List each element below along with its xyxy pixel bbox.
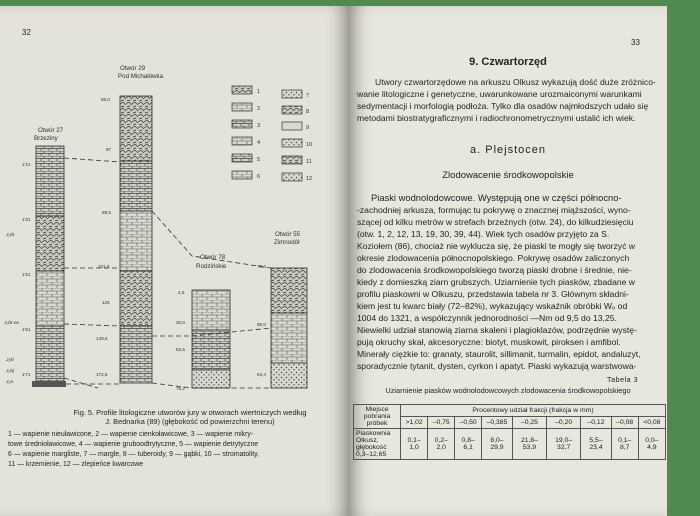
depth-mark: 4,5 [178, 290, 185, 295]
table-cell: 8,0–29,9 [482, 429, 513, 460]
table-column-header: –0,385 [482, 417, 513, 429]
table-cell-place: Piaskownia Olkusz, głębokość 0,3–12,65 [354, 429, 401, 460]
table-cell: 0,1–1,0 [401, 429, 428, 460]
well-27-place: Brzeziny [34, 135, 58, 142]
body-line: sporadycznie tytanit, dysten, cyrkon i apatyt. Piaski wykazują warstwowa- [357, 361, 637, 371]
legend-number: 4 [257, 140, 261, 146]
figure-caption-title: J. Bednarka (89) (głębokość od powierzchni terenu) [105, 417, 275, 426]
body-line: (otw. 1, 2, 12, 13, 19, 30, 39, 44). Wiek tych osadów przyjęto za S. [357, 229, 610, 239]
depth-mark: 1'21 [22, 162, 31, 167]
intro-line: Utwory czwartorzędowe na arkuszu Olkusz wykazują dość duże zróżnico- [375, 77, 656, 87]
legend-swatches [232, 86, 302, 181]
body-line: Minerały ciężkie to: granaty, staurolit, sillimanit, turmalin, epidot, andaluzyt, [357, 349, 641, 359]
figure-caption-legend: towe średnioławicowe, 4 — wapienie gruboodtrytyczne, 5 — wapienie detrytyczne [8, 441, 259, 448]
table-group-header: Procentowy udział frakcji (frakcja w mm) [401, 405, 666, 417]
well-55-column [271, 268, 307, 388]
legend-number: 1 [257, 89, 261, 95]
body-line: Piaski wodnolodowcowe. Występują one w części północno- [371, 192, 622, 203]
table-column-header: <0,08 [638, 417, 665, 429]
depth-mark: 52,5 [176, 347, 185, 352]
table-cell: 0,8–6,1 [455, 429, 482, 460]
table-cell: 21,8–53,9 [512, 429, 546, 460]
figure-caption-legend: 11 — krzemienie, 12 — zlepieńce kwarcowe [8, 461, 144, 468]
figure-caption-legend: 6 — wapienie margliste, 7 — margle, 8 — tuberoidy, 9 — gąbki, 10 — stromatolity, [8, 451, 259, 458]
figure-caption-title: Fig. 5. Profile litologiczne utworów jury w otworach wiertniczych według [73, 408, 307, 417]
well-55-label: Otwór 55 [275, 231, 301, 238]
legend-number: 9 [306, 125, 310, 131]
legend-number: 10 [306, 142, 313, 148]
table-cell: 0,2–2,0 [428, 429, 455, 460]
table-column-header: –0,25 [512, 417, 546, 429]
table-column-header: –0,50 [455, 417, 482, 429]
table-row [354, 429, 666, 460]
body-line: kiedy z domieszką ziarn grubszych. Uziarnienie tych piasków, zbadane w [357, 277, 635, 287]
depth-mark: 125 [102, 300, 110, 305]
body-line: szącej od kilku metrów w strefach brzeżnych (otw. 24), do kilkudziesięciu [357, 217, 634, 227]
depth-mark: 89,5 [102, 210, 111, 215]
depth-mark: 75,2 [176, 386, 185, 391]
table-cell: 0,0–4,9 [638, 429, 665, 460]
legend-numbers [257, 89, 312, 182]
depth-mark: 30,0 [176, 320, 185, 325]
depth-mark: 172,5 [96, 372, 108, 377]
table-cell: 19,0–32,7 [547, 429, 581, 460]
left-page [0, 6, 349, 516]
body-line: okresie zlodowacenia północnopolskiego. Pokrywę osadów zaliczonych [357, 253, 630, 263]
intro-line: metodami biostratygraficznymi i radiochronometrycznymi ustalić ich wiek. [357, 113, 636, 123]
correlation-lines [64, 158, 271, 388]
strat-mark: J₂kl [6, 358, 14, 363]
stratigraphy-marks [3, 232, 19, 385]
chapter-title: 9. Czwartorzęd [469, 56, 547, 68]
page-number-right: 33 [631, 38, 640, 47]
body-line: Koziołem (86), chociaż nie wyklucza się, że piaski te mogły się tworzyć w [357, 241, 635, 251]
depth-mark: 1'51 [22, 272, 31, 277]
table-title: Uziarnienie piasków wodnolodowcowych zlodowacenia środkowopolskiego [385, 386, 631, 395]
strat-mark: J₂bj [6, 369, 14, 374]
depth-mark: 68,0 [101, 97, 110, 102]
strat-mark: J₂bt [6, 233, 15, 238]
well-29-column [120, 96, 152, 383]
depth-mark: 101,5 [98, 264, 110, 269]
table-column-header: >1,02 [401, 417, 428, 429]
depth-mark: 149,6 [96, 336, 108, 341]
table-column-header: –0,12 [581, 417, 611, 429]
legend-number: 3 [257, 123, 261, 129]
table-cell: 0,1–8,7 [611, 429, 638, 460]
well-27-column [32, 146, 66, 387]
depth-mark: 1'31 [22, 217, 31, 222]
figure-caption-legend: 1 — wapienie nieuławicone, 2 — wapienie cienkoławicowe, 3 — wapienie mikry- [8, 431, 254, 438]
body-line: do zlodowacenia środkowopolskiego tworzą piaski drobne i średnie, nie- [357, 265, 632, 275]
body-line: 1004 do 1321, a współczynnik jednorodności —Nm od 9,5 do 13,25. [357, 313, 617, 323]
well-78-place: Rodzińskie [196, 263, 227, 270]
legend-number: 2 [257, 106, 261, 112]
legend-number: 8 [306, 109, 310, 115]
depth-mark: 79,4 [257, 264, 266, 269]
intro-line: sedymentacji i morfologią podłoża. Tylko dla osadów najmłodszych udało się [357, 101, 649, 111]
body-line: kiem jest tu kwarc biały (72–82%), wykazujący wskaźnik obróbki Wₒ od [357, 301, 628, 311]
legend-number: 5 [257, 157, 261, 163]
well-29-label: Otwór 29 [120, 65, 146, 72]
table-column-header: –0,20 [547, 417, 581, 429]
table-label: Tabela 3 [607, 375, 639, 384]
strat-mark: J₂bt-ox [4, 321, 19, 326]
body-line: -zachodniej arkusza, formując tu pokrywę o znacznej miąższości, wyno- [357, 205, 631, 215]
right-page [349, 6, 667, 516]
legend-number: 7 [306, 93, 310, 99]
body-line: Niewielki udział stanowią ziarna skaleni i plagioklazów, podrzędnie wystę- [357, 325, 637, 335]
well-headers [34, 65, 301, 270]
depth-mark: 1'61 [22, 327, 31, 332]
intro-line: wanie litologiczne i genetyczne, uwarunkowane urozmaiconymi warunkami [357, 89, 642, 99]
table-cell: 5,5–23,4 [581, 429, 611, 460]
subsection-title: Zlodowacenie środkowopolskie [442, 170, 574, 181]
table-row-header: Miejsce pobrania próbek [354, 405, 401, 429]
strat-mark: J₂a [6, 380, 13, 385]
legend-number: 12 [306, 176, 313, 182]
grain-size-table [353, 404, 666, 460]
well-78-label: Otwór 78 [200, 254, 226, 261]
table-column-header: –0,08 [611, 417, 638, 429]
depth-mark: 87 [106, 147, 112, 152]
depth-mark: 1'71 [22, 372, 31, 377]
legend-number: 11 [306, 159, 312, 165]
depth-mark: 84,4 [257, 372, 266, 377]
lithology-profiles-figure [0, 6, 349, 406]
table-column-header: –0,75 [428, 417, 455, 429]
well-55-place: Zimnodół [274, 239, 300, 246]
body-line: profilu piaskowni w Olkuszu, przedstawia tabela nr 3. Głównym składni- [357, 289, 629, 299]
legend-number: 6 [257, 174, 261, 180]
well-27-label: Otwór 27 [38, 127, 64, 134]
well-78-column [192, 290, 230, 388]
page-number-left: 32 [22, 28, 31, 37]
well-29-place: Pod Michałówka [118, 73, 164, 80]
depth-mark: 90,0 [257, 322, 266, 327]
body-line: pują okruchy skał, akcesoryczne: biotyt, muskowit, piroksen i amfibol. [357, 337, 621, 347]
section-title: a. Plejstocen [470, 144, 546, 156]
